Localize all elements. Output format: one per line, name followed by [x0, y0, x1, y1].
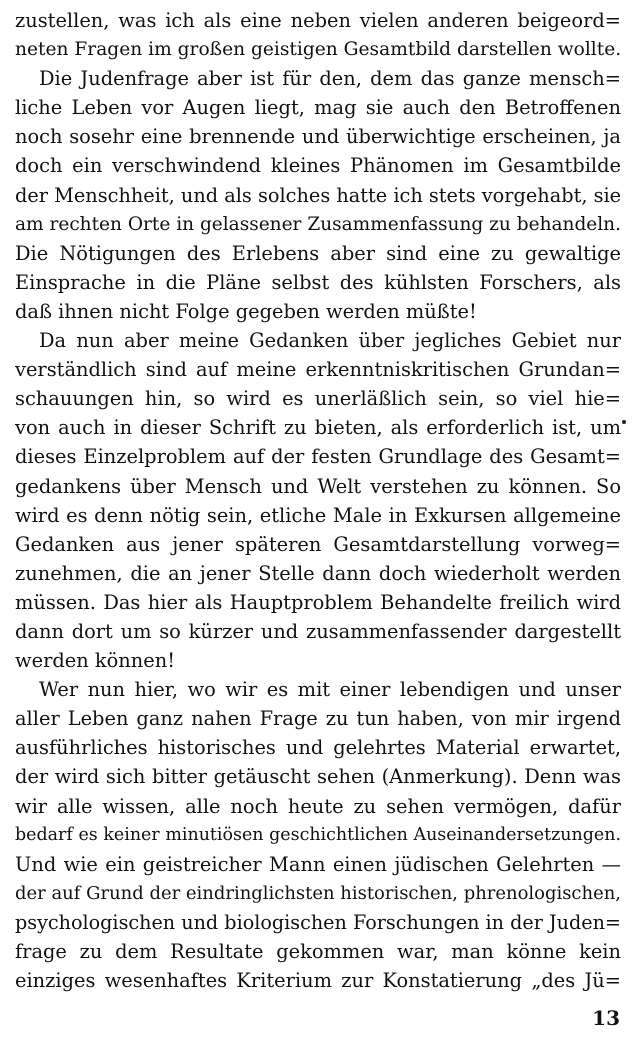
paragraph-start-line: Wer nun hier, wo wir es mit einer lebendigen und unser: [39, 678, 621, 702]
text-line: von auch in dieser Schrift zu bieten, als erforderlich ist, um: [15, 416, 621, 440]
text-line: doch ein verschwindend kleines Phänomen im Gesamtbilde: [15, 154, 621, 178]
text-line: zunehmen, die an jener Stelle dann doch wiederholt werden: [15, 561, 621, 585]
text-line: psychologischen und biologischen Forschungen in der Juden=: [15, 910, 621, 934]
text-line: ausführliches historisches und gelehrtes Material erwartet,: [15, 736, 621, 760]
text-line: daß ihnen nicht Folge gegeben werden müßte!: [15, 299, 477, 323]
text-line: zustellen, was ich als eine neben vielen anderen beigeord=: [15, 9, 621, 32]
text-line: wir alle wissen, alle noch heute zu sehen vermögen, dafür: [15, 794, 621, 818]
text-line: aller Leben ganz nahen Frage zu tun haben, von mir irgend: [15, 707, 621, 731]
text-line: Gedanken aus jener späteren Gesamtdarstellung vorweg=: [15, 532, 621, 556]
text-line: wird es denn nötig sein, etliche Male in Exkursen allgemeine: [15, 503, 621, 527]
text-line: Und wie ein geistreicher Mann einen jüdischen Gelehrten —: [15, 852, 621, 876]
text-line: am rechten Orte in gelassener Zusammenfassung zu behandeln.: [15, 213, 621, 235]
text-line: dieses Einzelproblem auf der festen Grundlage des Gesamt=: [15, 445, 621, 469]
text-line: schauungen hin, so wird es unerläßlich sein, so viel hie=: [15, 387, 621, 411]
paragraph-start-line: Da nun aber meine Gedanken über jegliches Gebiet nur: [39, 329, 621, 353]
text-line: neten Fragen im großen geistigen Gesamtbild darstellen wollte.: [15, 39, 622, 61]
text-line: dann dort um so kürzer und zusammenfassender dargestellt: [15, 619, 621, 643]
text-line: noch sosehr eine brennende und überwichtige erscheinen, ja: [15, 125, 621, 149]
text-line: der wird sich bitter getäuscht sehen (Anmerkung). Denn was: [15, 765, 621, 789]
text-line: liche Leben vor Augen liegt, mag sie auch den Betroffenen: [15, 96, 621, 120]
text-line: Einsprache in die Pläne selbst des kühlsten Forschers, als: [15, 270, 621, 294]
text-line: verständlich sind auf meine erkenntniskritischen Grundan=: [15, 358, 621, 382]
text-line: frage zu dem Resultate gekommen war, man könne kein: [15, 940, 621, 963]
ink-speck: [622, 420, 626, 424]
text-line: werden können!: [15, 649, 176, 673]
text-line: bedarf es keiner minutiösen geschichtlichen Auseinandersetzungen.: [15, 824, 621, 845]
body-text: [15, 6, 621, 995]
paragraph-start-line: Die Judenfrage aber ist für den, dem das ganze mensch=: [39, 67, 621, 91]
page-number: 13: [592, 1006, 620, 1030]
text-line: gedankens über Mensch und Welt verstehen zu können. So: [15, 474, 621, 498]
text-line: müssen. Das hier als Hauptproblem Behandelte freilich wird: [15, 590, 621, 614]
text-line: der auf Grund der eindringlichsten historischen, phrenologischen,: [15, 882, 621, 904]
text-line: einziges wesenhaftes Kriterium zur Konstatierung „des Jü=: [15, 969, 621, 993]
text-line: der Menschheit, und als solches hatte ich stets vorgehabt, sie: [15, 183, 622, 207]
text-line: Die Nötigungen des Erlebens aber sind eine zu gewaltige: [15, 241, 621, 265]
